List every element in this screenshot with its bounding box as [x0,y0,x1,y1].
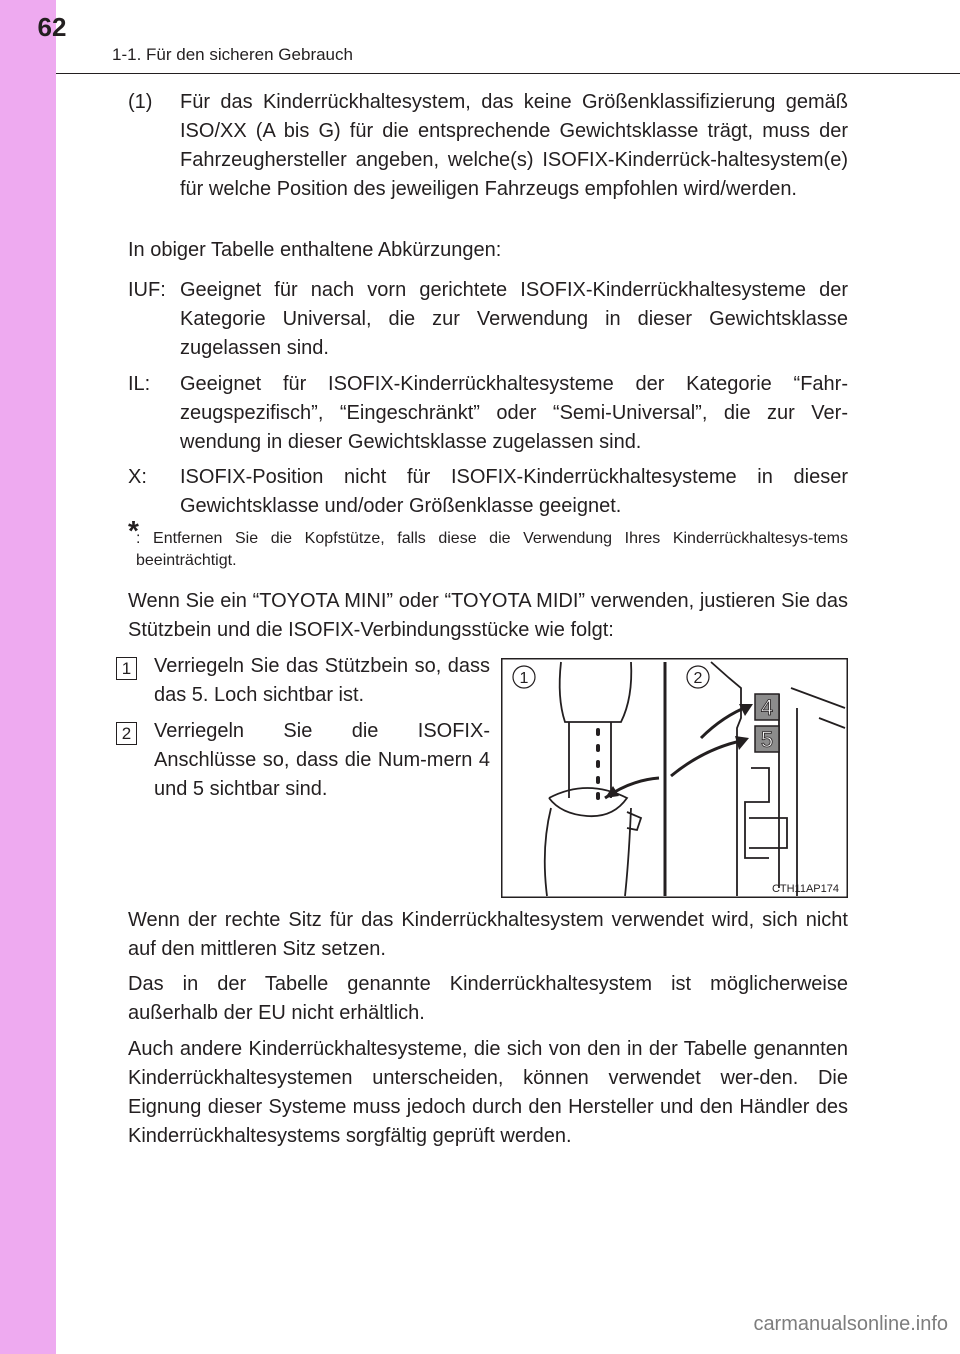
note-text: : Entfernen Sie die Kopfstütze, falls diese die Verwendung Ihres Kinderrückhaltesys-tems beeinträchtigt. [136,530,848,569]
paragraph-availability: Das in der Tabelle genannte Kinderrückhaltesystem ist möglicherweise außerhalb der EU nicht erhältlich. [128,973,848,1024]
footnote-1 [128,88,848,233]
section-title: 1-1. Für den sicheren Gebrauch [112,45,353,64]
header-divider [56,73,960,74]
callout-2-label: 2 [693,670,703,687]
note-asterisk: * [128,515,139,546]
paragraph-right-seat: Wenn der rechte Sitz für das Kinderrückhaltesystem verwendet wird, sich nicht auf den mittleren Sitz setzen. [128,909,848,960]
abbreviation-x [128,463,848,521]
footnote-label: (1) [128,91,153,113]
page-margin-band [0,0,56,1354]
paragraph-other-systems: Auch andere Kinderrückhaltesysteme, die sich von den in der Tabelle genannten Kinderrückhaltesystemen unterscheiden, können verwendet wer-den. Die Eignung dieser Systeme muss jedoch durch den Hersteller und den Händler des Kinderrückhaltesystems sorgfältig geprüft werden. [128,1038,848,1147]
abbreviation-text: Geeignet für nach vorn gerichtete ISOFIX-Kinderrückhaltesysteme der Kategorie Universal, die zur Verwendung in dieser Gewichtsklasse zugelassen sind. [180,279,848,359]
isofix-illustration [501,658,848,898]
footnote-text: Für das Kinderrückhaltesystem, das keine Größenklassifizierung gemäß ISO/XX (A bis G) für die entsprechende Gewichtsklasse trägt, muss der Fahrzeughersteller angeben, welche(s) ISOFIX-Kinderrück-haltesystem(e) für welche Position des jeweiligen Fahrzeugs empfohlen wird/werden. [180,91,848,200]
abbreviation-text: ISOFIX-Position nicht für ISOFIX-Kinderrückhaltesysteme in dieser Gewichtsklasse und/oder Größenklasse geeignet. [180,466,848,517]
number-5-label: 5 [760,727,774,752]
toyota-intro: Wenn Sie ein “TOYOTA MINI” oder “TOYOTA MIDI” verwenden, justieren Sie das Stützbein und die ISOFIX-Verbindungsstücke wie folgt: [128,590,848,641]
abbreviation-text: Geeignet für ISOFIX-Kinderrückhaltesysteme der Kategorie “Fahr-zeugspezifisch”, “Eingeschränkt” oder “Semi-Universal”, die zur Ver-wendung in dieser Gewichtsklasse zugelassen sind. [180,373,848,453]
step-number-box: 1 [116,657,137,680]
figure-id: CTH11AP174 [771,883,839,895]
step-number-box: 2 [116,722,137,745]
abbreviation-code: X: [128,466,147,488]
step-text: Verriegeln Sie die ISOFIX-Anschlüsse so, dass die Num-mern 4 und 5 sichtbar sind. [154,720,490,800]
callout-1-label: 1 [519,670,529,687]
step-text: Verriegeln Sie das Stützbein so, dass das 5. Loch sichtbar ist. [154,655,490,706]
watermark: carmanualsonline.info [753,1313,948,1335]
abbreviation-il [128,370,848,458]
page-number: 62 [37,12,67,42]
figure-frame [502,659,848,898]
abbreviation-code: IL: [128,373,151,395]
abbreviation-iuf [128,276,848,364]
number-4-label: 4 [760,695,774,720]
abbreviation-code: IUF: [128,279,166,301]
abbreviations-intro: In obiger Tabelle enthaltene Abkürzungen: [128,239,502,261]
